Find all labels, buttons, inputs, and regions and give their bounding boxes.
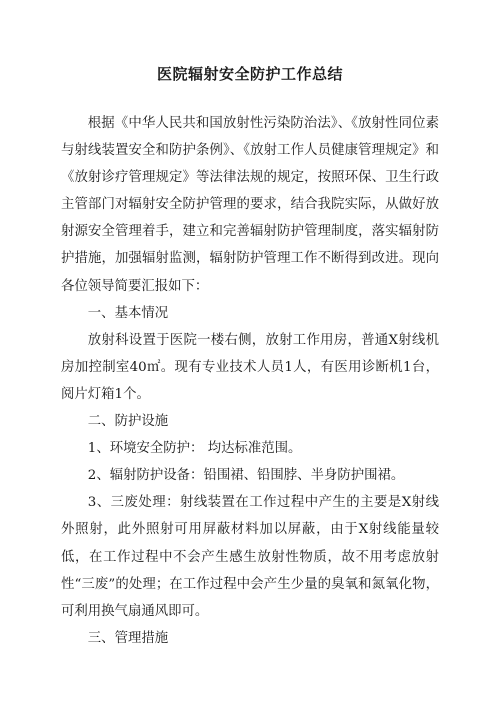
section-heading-protection-facilities: 二、防护设施	[87, 414, 169, 430]
section-heading-management-measures: 三、管理措施	[87, 630, 169, 646]
radiation-equipment-item: 2、辐射防护设备：铅围裙、铅围脖、半身防护围裙。	[87, 468, 405, 484]
document-title: 医院辐射安全防护工作总结	[156, 65, 343, 83]
environment-protection-item: 1、环境安全防护： 均达标准范围。	[87, 441, 302, 457]
intro-paragraph: 根据《中华人民共和国放射性污染防治法》、《放射性同位素与射线装置安全和防护条例》、《放射工作人员健康管理规定》和《放射诊疗管理规定》等法律法规的规定，按照环保、卫生行政主管部门对辐射安全防护管理的要求，结合我院实际，从做好放射源安全管理着手，建立和完善辐射防护管理制度，落实辐射防护措施，加强辐射监测，辐射防护管理工作不断得到改进。现向各位领导简要汇报如下：	[61, 116, 439, 294]
basic-info-paragraph: 放射科设置于医院一楼右侧，放射工作用房，普通X射线机房加控制室40㎡。现有专业技术人员1人，有医用诊断机1台，阅片灯箱1个。	[61, 332, 439, 402]
document-body	[61, 110, 439, 652]
waste-treatment-item: 3、三废处理：射线装置在工作过程中产生的主要是X射线外照射，此外照射可用屏蔽材料加以屏蔽，由于X射线能量较低，在工作过程中不会产生感生放射性物质，故不用考虑放射性“三废”的处理；在工作过程中会产生少量的臭氧和氮氧化物，可利用换气扇通风即可。	[61, 495, 439, 619]
section-heading-basic-info: 一、基本情况	[87, 305, 169, 321]
